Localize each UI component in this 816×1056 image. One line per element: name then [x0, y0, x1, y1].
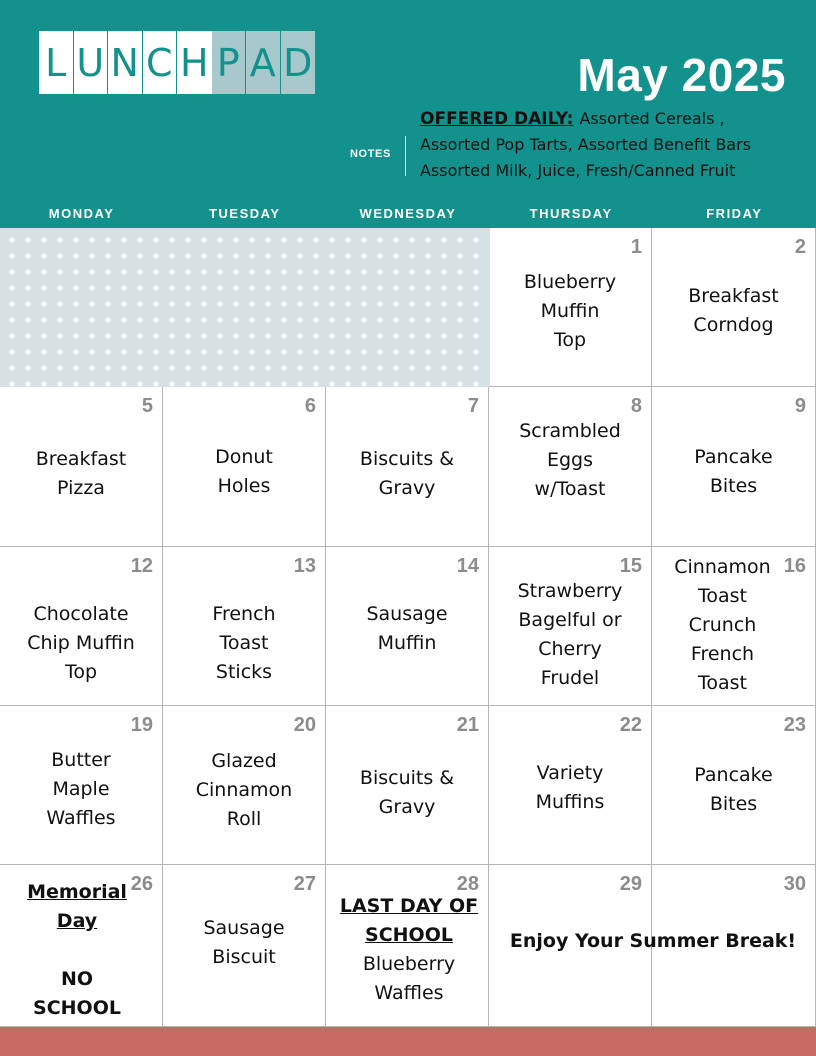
day-number: 7: [467, 395, 479, 417]
month-title: May 2025: [577, 49, 786, 101]
offered-daily-label: OFFERED DAILY:: [420, 109, 574, 129]
menu-line: w/Toast: [534, 478, 606, 500]
menu-line: NO: [60, 968, 94, 990]
menu-line: Chocolate: [33, 603, 129, 625]
day-number: 30: [783, 873, 806, 895]
menu-line: Breakfast: [688, 285, 779, 307]
menu-line: Cherry: [538, 638, 602, 660]
day-number: 28: [456, 873, 479, 895]
calendar-day-cell: [652, 706, 816, 865]
calendar-day-cell: [652, 387, 816, 547]
menu-line: Pancake: [694, 446, 773, 468]
day-number: 12: [130, 555, 153, 577]
menu-item: [489, 577, 651, 693]
day-number: 15: [619, 555, 642, 577]
day-number: 20: [293, 714, 316, 736]
day-number: 9: [794, 395, 806, 417]
calendar-day-cell: [163, 547, 326, 706]
day-number: 21: [456, 714, 479, 736]
menu-item: [326, 600, 488, 658]
weekday-header-row: [0, 200, 816, 228]
day-number: 23: [783, 714, 806, 736]
offered-daily-line: Assorted Milk, Juice, Fresh/Canned Fruit: [420, 161, 736, 180]
calendar-day-cell: [163, 706, 326, 865]
calendar-day-cell: [326, 387, 489, 547]
menu-line: Toast: [219, 632, 269, 654]
menu-line: Roll: [226, 808, 262, 830]
calendar-day-cell: [326, 865, 489, 1027]
menu-line: Memorial: [27, 881, 127, 903]
calendar-day-cell: [326, 706, 489, 865]
menu-item: [0, 878, 154, 1023]
menu-line: LAST DAY OF: [339, 895, 479, 917]
menu-line: Top: [553, 329, 587, 351]
menu-line: Frudel: [540, 667, 600, 689]
day-number: 19: [130, 714, 153, 736]
weekday-label: TUESDAY: [209, 206, 281, 221]
menu-line: Bites: [709, 793, 758, 815]
menu-line: Sausage: [203, 917, 285, 939]
menu-line: Butter: [51, 749, 111, 771]
offered-daily-line: Assorted Cereals ,: [579, 109, 725, 128]
day-number: 14: [456, 555, 479, 577]
calendar-day-cell: [0, 547, 163, 706]
calendar-day-cell: [489, 387, 652, 547]
weekday-label: WEDNESDAY: [359, 206, 457, 221]
menu-line: Muffin: [540, 300, 600, 322]
menu-line: SCHOOL: [365, 924, 453, 946]
menu-line: Holes: [217, 475, 271, 497]
menu-line: Blueberry: [523, 271, 617, 293]
menu-line: Bites: [709, 475, 758, 497]
menu-item: [0, 746, 162, 833]
menu-line: [0, 936, 154, 965]
menu-line: Corndog: [693, 314, 774, 336]
menu-item: [652, 761, 815, 819]
calendar-day-cell: [326, 547, 489, 706]
calendar-day-cell: [163, 865, 326, 1027]
menu-line: Gravy: [378, 796, 436, 818]
logo-letter: P: [212, 31, 247, 94]
menu-item: [652, 282, 815, 340]
menu-line: Bagelful or: [518, 609, 622, 631]
calendar-day-cell: [489, 706, 652, 865]
calendar-day-cell: [489, 547, 652, 706]
day-number: 16: [783, 555, 806, 577]
day-number: 6: [304, 395, 316, 417]
menu-line: French: [690, 643, 755, 665]
menu-line: Sticks: [215, 661, 273, 683]
notes-label: NOTES: [350, 148, 391, 160]
logo-letter: U: [74, 31, 109, 94]
logo-letter: L: [39, 31, 74, 94]
menu-item: [0, 445, 162, 503]
menu-line: Biscuits &: [359, 448, 455, 470]
header-banner: [0, 0, 816, 200]
offered-daily-line: Assorted Pop Tarts, Assorted Benefit Bars: [420, 135, 752, 154]
menu-line: Sausage: [366, 603, 448, 625]
summer-break-message: Enjoy Your Summer Break!: [509, 930, 797, 952]
day-number: 2: [794, 236, 806, 258]
logo-letter: N: [108, 31, 143, 94]
day-number: 26: [130, 873, 153, 895]
menu-line: Waffles: [46, 807, 116, 829]
menu-item: [163, 600, 325, 687]
menu-item: [163, 443, 325, 501]
menu-line: Eggs: [546, 449, 594, 471]
calendar-day-cell: [652, 228, 816, 387]
menu-line: Biscuits &: [359, 767, 455, 789]
calendar-day-cell: [652, 547, 816, 706]
menu-line: Muffin: [377, 632, 437, 654]
logo-letter: H: [177, 31, 212, 94]
lunchpad-logo: [39, 31, 315, 94]
calendar-day-cell: [0, 865, 163, 1027]
weekday-label: THURSDAY: [529, 206, 613, 221]
menu-line: Toast: [698, 585, 747, 607]
menu-line: Glazed: [211, 750, 277, 772]
menu-line: Day: [56, 910, 98, 932]
menu-line: Cinnamon: [195, 779, 293, 801]
day-number: 22: [619, 714, 642, 736]
menu-line: Gravy: [378, 477, 436, 499]
day-number: 8: [630, 395, 642, 417]
day-number: 13: [293, 555, 316, 577]
menu-line: Donut: [215, 446, 273, 468]
menu-line: Top: [64, 661, 98, 683]
menu-item: [489, 268, 651, 355]
menu-line: Maple: [52, 778, 110, 800]
menu-item: [163, 747, 325, 834]
day-number: 27: [293, 873, 316, 895]
menu-line: Crunch: [688, 614, 757, 636]
logo-letter: A: [246, 31, 281, 94]
day-number: 5: [141, 395, 153, 417]
weekday-label: MONDAY: [48, 206, 115, 221]
calendar-day-cell: [0, 706, 163, 865]
calendar-day-cell: [163, 387, 326, 547]
empty-days-pattern: [0, 228, 490, 387]
menu-line: Pizza: [57, 477, 105, 499]
menu-line: Cinnamon: [674, 556, 771, 578]
menu-line: French: [212, 603, 276, 625]
menu-line: Biscuit: [212, 946, 276, 968]
calendar-day-cell: [489, 228, 652, 387]
menu-item: [489, 759, 651, 817]
footer-bar: [0, 1027, 816, 1056]
day-number: 1: [630, 236, 642, 258]
menu-line: Variety: [536, 762, 604, 784]
notes-divider: [405, 136, 406, 176]
menu-line: Pancake: [694, 764, 773, 786]
menu-line: Muffins: [535, 791, 605, 813]
menu-item: [0, 600, 162, 687]
menu-line: Strawberry: [517, 580, 623, 602]
logo-letter: C: [143, 31, 178, 94]
menu-line: SCHOOL: [33, 997, 121, 1019]
menu-item: [163, 914, 325, 972]
menu-line: Blueberry: [362, 953, 456, 975]
menu-item: [326, 764, 488, 822]
menu-line: Chip Muffin: [27, 632, 135, 654]
menu-item: [326, 445, 488, 503]
logo-letter: D: [281, 31, 316, 94]
menu-item: [326, 892, 492, 1008]
weekday-label: FRIDAY: [706, 206, 763, 221]
menu-line: Breakfast: [35, 448, 127, 470]
menu-item: [652, 443, 815, 501]
menu-item: [652, 553, 793, 698]
offered-daily-notes: [420, 106, 810, 184]
menu-item: [489, 417, 651, 504]
menu-line: Toast: [698, 672, 747, 694]
day-number: 29: [619, 873, 642, 895]
menu-line: Waffles: [374, 982, 444, 1004]
menu-line: Scrambled: [519, 420, 621, 442]
calendar-day-cell: [0, 387, 163, 547]
